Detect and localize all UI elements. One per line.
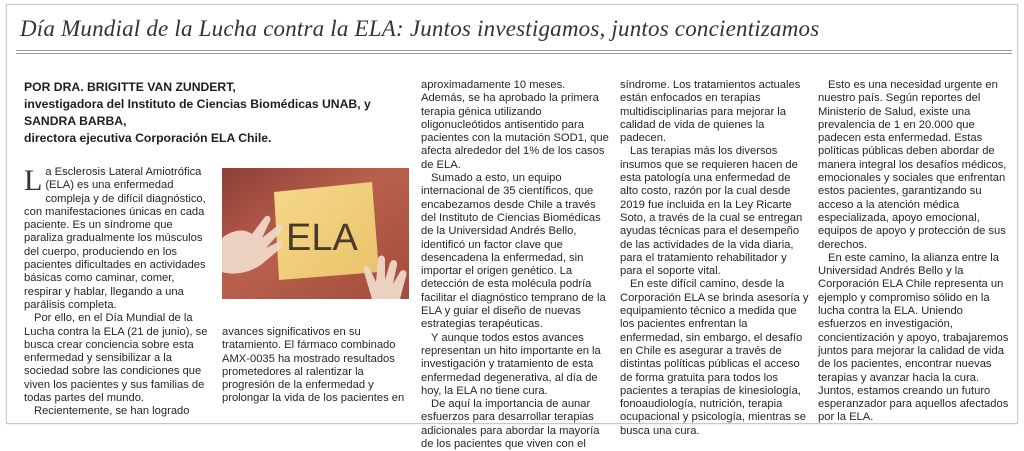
paragraph: Las terapias más los diversos insumos que se requieren hacen de esta patología una enfermedad de alto costo, razón por la cual desde 2019 fue incluida en la Ley Ricarte Soto, a través de la cual se entregan ayudas técnicas para el desempeño de las actividades de la vida diaria, para el tratamiento rehabilitador y para el soporte vital. [620, 145, 803, 278]
paragraph: Y aunque todos estos avances representan un hito importante en la investigación y tratamiento de esta enfermedad degenerativa, al día de hoy, la ELA no tiene cura. [421, 331, 601, 397]
column-3 [421, 79, 611, 451]
byline-role-1: investigadora del Instituto de Ciencias Biomédicas UNAB, y [24, 97, 371, 111]
column-4 [620, 79, 810, 438]
drop-cap: L [24, 164, 43, 197]
paragraph: avances significativos en su tratamiento. El fármaco combinado AMX-0035 ha mostrado resultados prometedores al ralentizar la progresión de la enfermedad y prolongar la vida de los pacientes en [222, 326, 405, 405]
paragraph: Esto es una necesidad urgente en nuestro país. Según reportes del Ministerio de Salud, existe una prevalencia de 1 en 20.000 que padecen esta enfermedad. Estas políticas públicas deben abordar de manera integral los desafíos médicos, emocionales y sociales que enfrentan estos pacientes, garantizando su acceso a la atención médica especializada, apoyo emocional, equipos de apoyo y protección de sus derechos. [818, 79, 1007, 251]
paragraph: En este camino, la alianza entre la Universidad Andrés Bello y la Corporación ELA Chile representa un ejemplo y compromiso sólido en la lucha contra la ELA. Uniendo esfuerzos en investigación, concientización y apoyo, trabajaremos juntos para mejorar la calidad de vida de los pacientes, encontrar nuevas terapias y avanzar hacia la cura. Juntos, estamos creando un futuro esperanzador para aquellos afectados por la ELA. [818, 251, 1009, 424]
paragraph: Por ello, en el Día Mundial de la Lucha contra la ELA (21 de junio), se busca crear conciencia sobre esta enfermedad y sensibilizar a la sociedad sobre las condiciones que viven los pacientes y sus familias de todas partes del mundo. [24, 312, 208, 405]
paragraph: De aquí la importancia de aunar esfuerzos para desarrollar terapias adicionales para abordar la mayoría de los pacientes que viven con el [421, 398, 600, 451]
paragraph: Sumado a esto, un equipo internacional de 35 científicos, que encabezamos desde Chile a través del Instituto de Ciencias Biomédicas de la Universidad Andrés Bello, identificó un factor clave que desencadena la enfermedad, sin importar el origen genético. La detección de esta molécula podría facilitar el diagnóstico temprano de la ELA y guiar el diseño de nuevas estrategias terapéuticas. [421, 172, 606, 331]
byline-author-1: POR DRA. BRIGITTE VAN ZUNDERT, [24, 80, 236, 94]
headline-rule-bottom [16, 53, 1012, 54]
article-photo [222, 168, 409, 299]
headline: Día Mundial de la Lucha contra la ELA: Juntos investigamos, juntos concientizamos [20, 16, 820, 41]
byline [24, 79, 371, 147]
paragraph: Recientemente, se han logrado [34, 405, 190, 418]
paragraph: síndrome. Los tratamientos actuales están enfocados en terapias multidisciplinarias para mejorar la calidad de vida de quienes la padecen. [620, 79, 801, 145]
paragraph: La Esclerosis Lateral Amiotrófica (ELA) es una enfermedad compleja y de difícil diagnóstico, con manifestaciones únicas en cada paciente. Es un síndrome que paraliza gradualmente los músculos del cuerpo, produciendo en los pacientes dificultades en actividades básicas como caminar, comer, respirar y hablar, llegando a una parálisis completa. [24, 164, 206, 311]
photo-illustration [222, 168, 409, 299]
column-2 [222, 326, 412, 406]
byline-author-2: SANDRA BARBA, [24, 114, 127, 128]
paragraph: aproximadamente 10 meses. Además, se ha aprobado la primera terapia génica utilizando oligonucleótidos antisentido para pacientes con la mutación SOD1, que afecta alrededor del 1% de los casos de ELA. [421, 79, 609, 171]
column-5 [818, 79, 1010, 425]
sign-text: ELA [286, 217, 358, 259]
paragraph: En este difícil camino, desde la Corporación ELA se brinda asesoría y equipamiento técnico a medida que los pacientes enfrentan la enfermedad, sin embargo, el desafío en Chile es asegurar a través de distintas políticas públicas el acceso de forma gratuita para todos los pacientes a terapias de kinesiología, fonoaudiología, nutrición, terapia ocupacional y psicología, mientras se busca una cura. [620, 278, 809, 437]
byline-role-2: directora ejecutiva Corporación ELA Chile. [24, 131, 272, 145]
headline-rule-top [16, 50, 1012, 51]
column-1 [24, 166, 214, 419]
